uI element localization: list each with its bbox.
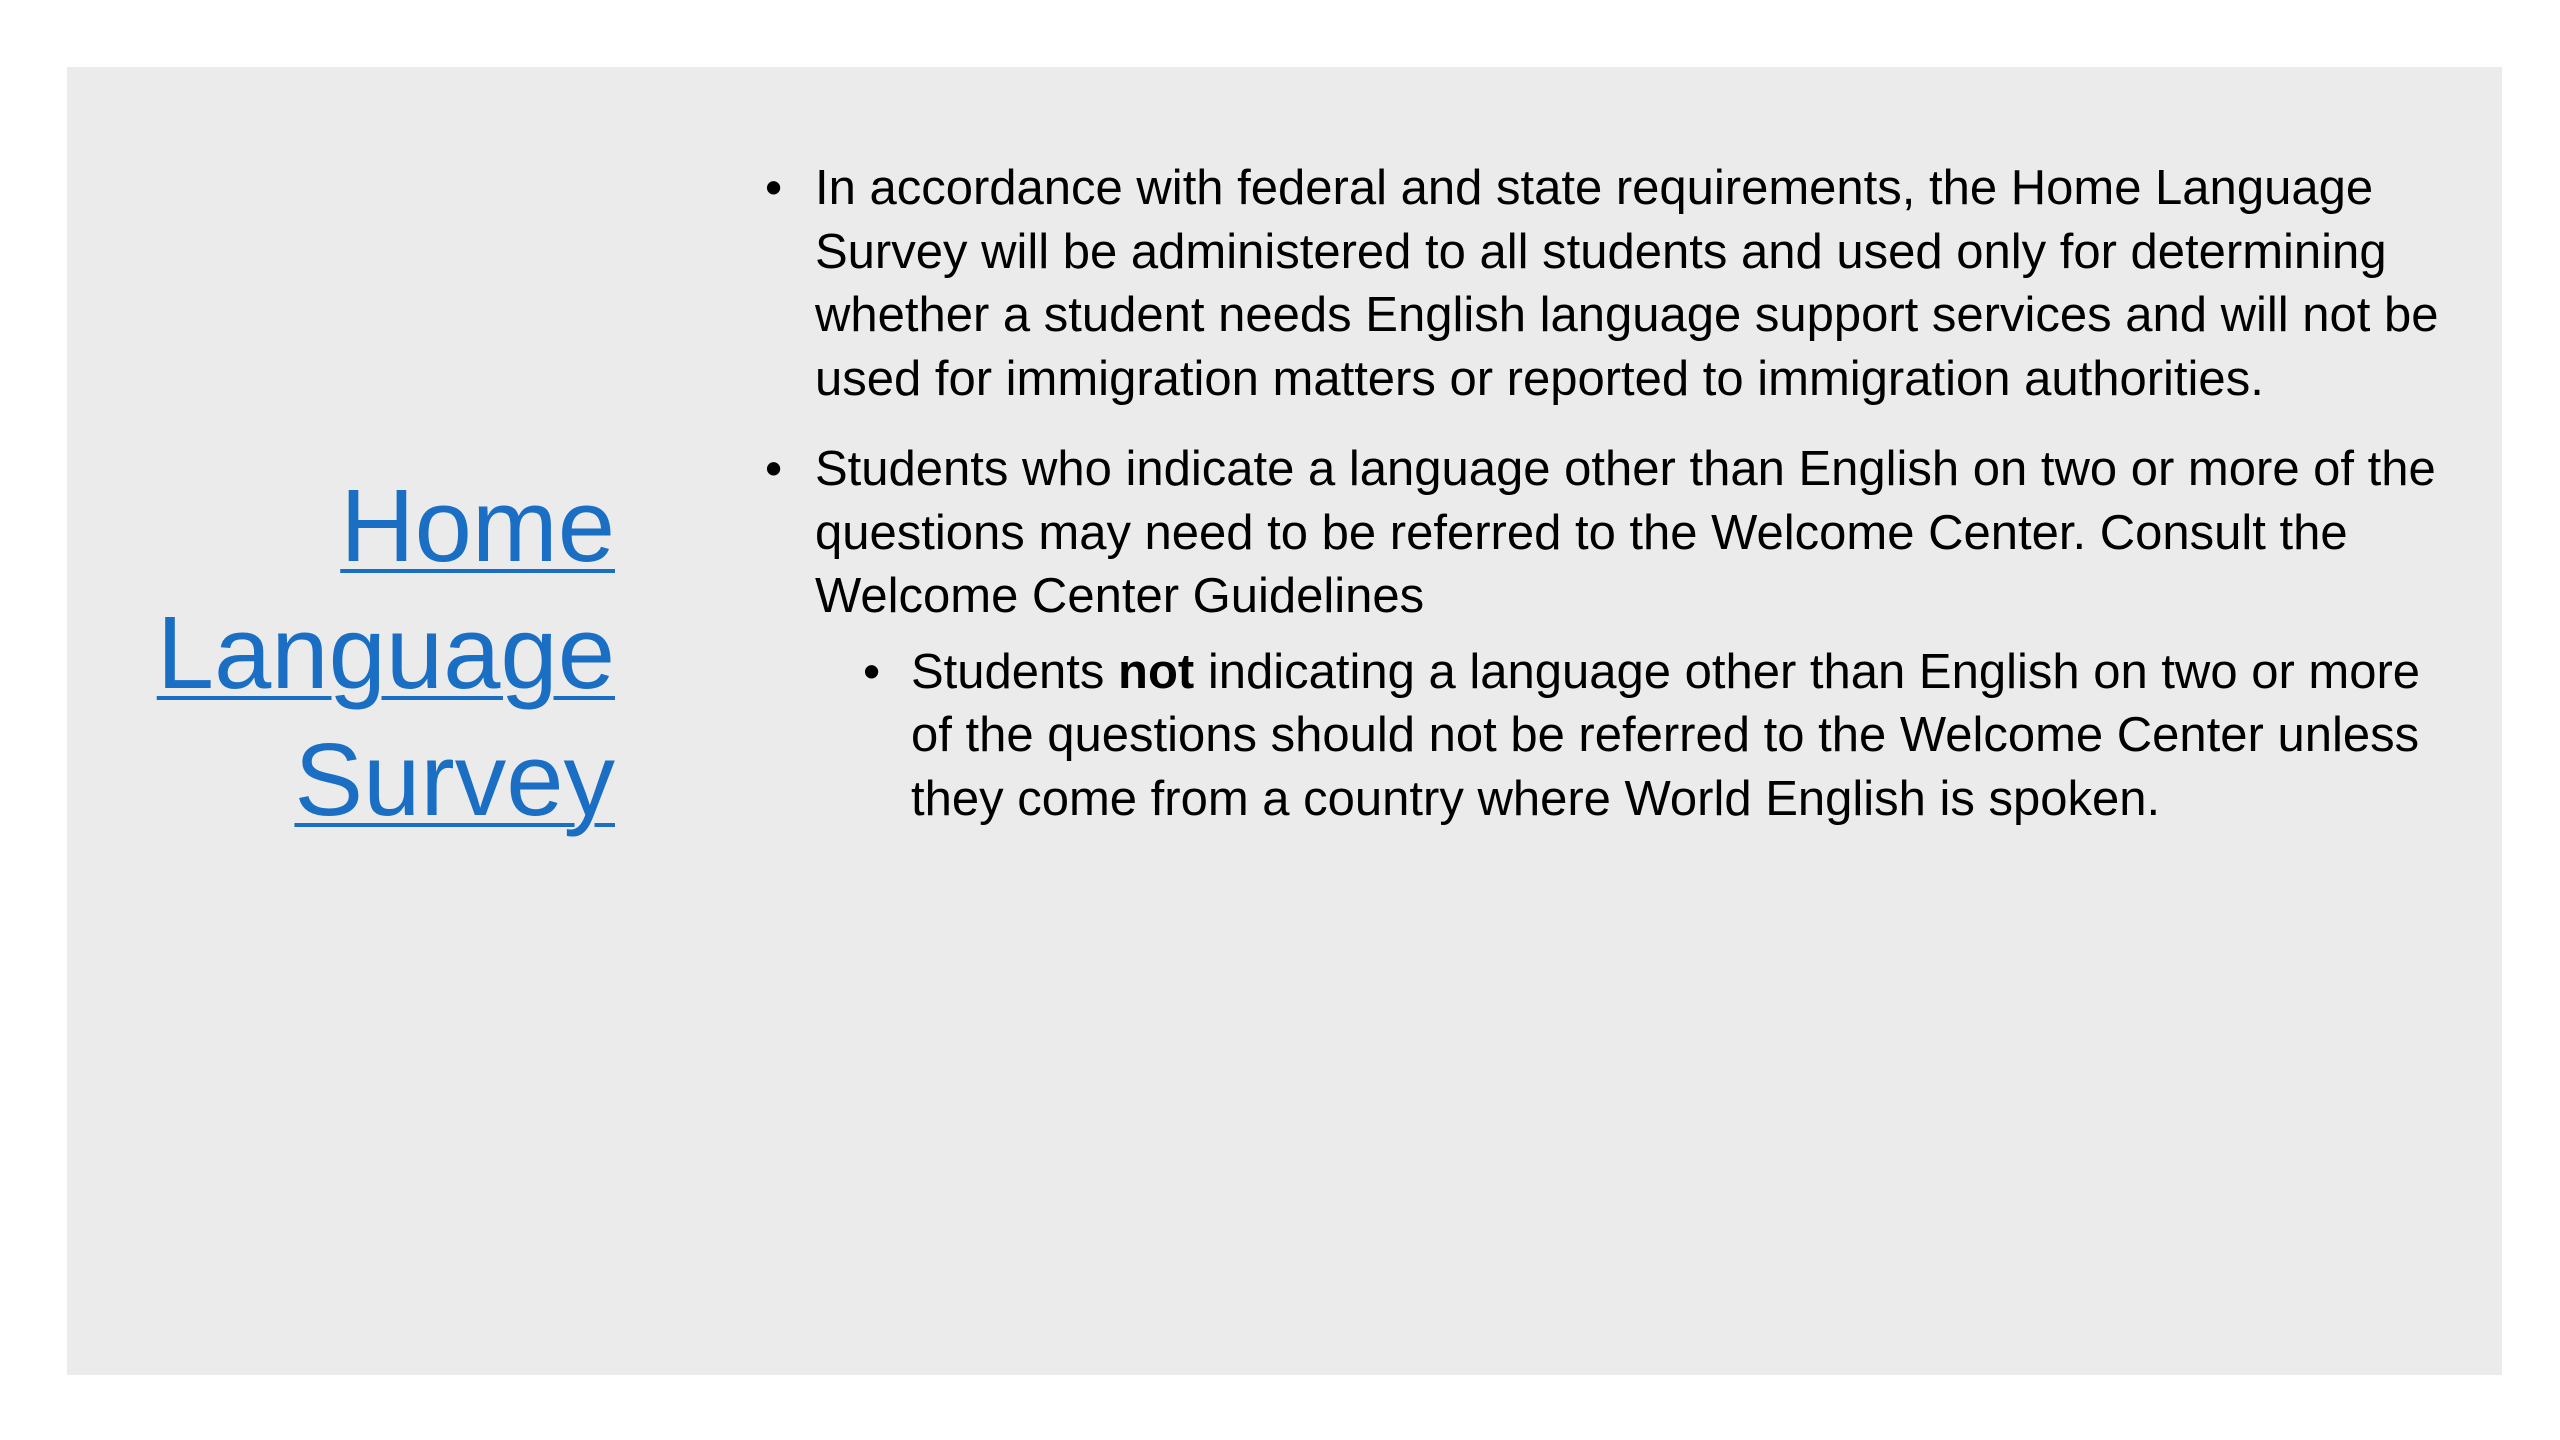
bullet-icon: • <box>765 442 783 496</box>
bullet-icon: • <box>765 161 783 215</box>
slide <box>67 67 2502 1375</box>
sub-bullet-icon: • <box>863 644 881 699</box>
slide-body <box>697 157 2467 831</box>
sub-bullet-emphasis: not <box>1118 644 1195 699</box>
title-line-3: Survey <box>294 722 615 837</box>
bullet-text: Students who indicate a language other than English on two or more of the questions may need to be referred to the Welcome Center. Consult the Welcome Center Guidelines <box>815 442 2436 623</box>
title-line-2: Language <box>156 595 615 710</box>
home-language-survey-link[interactable] <box>87 462 615 843</box>
title-line-1: Home <box>340 468 615 583</box>
sub-bullet-text-end: indicating a language other than English on two or more of the questions should not be referred to the Welcome Center unless they come from a country where World English is spoken. <box>911 644 2421 826</box>
sub-bullet-item-not-referred <box>697 641 2467 832</box>
bullet-text: In accordance with federal and state requirements, the Home Language Survey will be administered to all students and used only for determining whether a student needs English language support services and will not be used for immigration matters or reported to immigration authorities. <box>815 161 2439 406</box>
bullet-item-referral <box>697 438 2467 629</box>
sub-bullet-text-start: Students <box>911 644 1119 699</box>
slide-title <box>87 462 615 843</box>
bullet-item-requirements <box>697 157 2467 411</box>
